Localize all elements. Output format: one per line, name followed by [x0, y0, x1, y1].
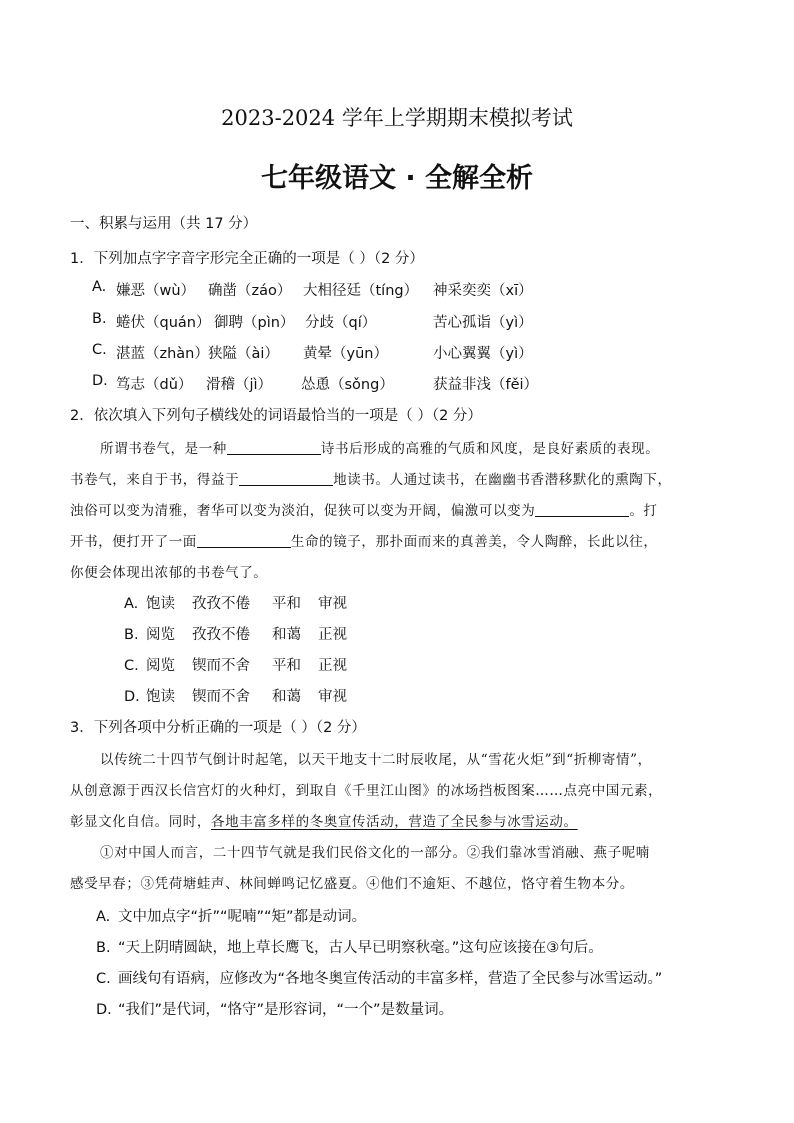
passage-text: 所谓书卷气，是一种	[100, 441, 227, 457]
option-text: “我们”是代词，“恪守”是形容词，“一个”是数量词。	[118, 1002, 454, 1018]
option-word: 平和	[272, 596, 301, 612]
option-word: 阅览	[146, 627, 175, 643]
fill-blank	[239, 471, 333, 486]
option-letter: B.	[96, 940, 111, 956]
q1-b-item: 分歧（qí）	[305, 315, 377, 331]
option-word: 和蔼	[272, 627, 301, 643]
option-letter: D.	[96, 1002, 112, 1018]
option-letter: B.	[92, 311, 107, 327]
q1-d-item: 滑稽（jì）	[206, 377, 273, 393]
q3-passage-line: 从创意源于西汉长信宫灯的火种灯，到取自《千里江山图》的冰场挡板图案……点亮中国元素，	[70, 783, 663, 799]
option-letter: B.	[124, 627, 139, 643]
option-word: 正视	[318, 627, 347, 643]
fill-blank	[227, 440, 321, 455]
option-letter: C.	[96, 971, 111, 987]
option-word: 孜孜不倦	[192, 596, 250, 612]
passage-text: 生命的镜子，那扑面而来的真善美，令人陶醉，长此以往，	[290, 534, 658, 550]
option-letter: A.	[96, 909, 111, 925]
q1-d-item: 怂恿（sǒng）	[301, 377, 394, 393]
passage-text: 浊俗可以变为清雅，奢华可以变为淡泊，促狭可以变为开阔，偏激可以变为	[70, 503, 536, 519]
option-letter: C.	[92, 342, 107, 358]
q2-option-d	[124, 685, 347, 706]
q1-a-item: 大相径廷（tíng）	[303, 283, 419, 299]
q1-b-item: 蜷伏（quán）	[116, 315, 211, 331]
option-text: “天上阴晴圆缺，地上草长鹰飞，古人早已明察秋毫。”这句应该接在③句后。	[118, 940, 603, 956]
q3-passage-line: 以传统二十四节气倒计时起笔，以天干地支十二时辰收尾，从“雪花火炬”到“折柳寄情”，	[100, 752, 652, 768]
q2-option-a	[124, 592, 347, 613]
question-3-stem: 3．下列各项中分析正确的一项是（ ）（2 分）	[70, 720, 366, 736]
passage-text: 。打	[629, 503, 658, 519]
option-word: 锲而不舍	[192, 689, 250, 705]
fill-blank	[535, 502, 629, 517]
option-letter: D.	[92, 373, 108, 389]
option-word: 审视	[318, 689, 347, 705]
passage-text: 诗书后形成的高雅的气质和风度，是良好素质的表现。	[320, 441, 660, 457]
q2-passage-line	[70, 468, 672, 488]
q2-passage-line	[70, 499, 658, 519]
option-letter: C.	[124, 658, 139, 674]
q1-option-b	[92, 311, 114, 327]
q3-passage-line: 感受早春；③凭荷塘蛙声、林间蝉鸣记忆盛夏。④他们不逾矩、不越位，恪守着生物本分。	[70, 876, 634, 892]
question-2-stem: 2．依次填入下列句子横线处的词语最恰当的一项是（ ）（2 分）	[70, 408, 482, 424]
q1-d-item: 笃志（dǔ）	[116, 377, 193, 393]
option-text: 画线句有语病，应修改为“各地冬奥宣传活动的丰富多样，营造了全民参与冰雪运动。”	[118, 971, 663, 987]
underlined-sentence: 各地丰富多样的冬奥宣传活动，营造了全民参与冰雪运动。	[211, 814, 578, 830]
q3-option-c	[96, 967, 662, 988]
q3-passage-line: ①对中国人而言，二十四节气就是我们民俗文化的一部分。②我们靠冰雪消融、燕子呢喃	[100, 845, 650, 861]
passage-text: 地读书。人通过读书，在幽幽书香潜移默化的熏陶下，	[333, 472, 672, 488]
q1-a-item: 嫌恶（wù）	[116, 283, 196, 299]
question-1-stem: 1．下列加点字字音字形完全正确的一项是（ ）（2 分）	[70, 251, 424, 267]
q1-c-item: 黄晕（yūn）	[303, 346, 388, 362]
option-word: 饱读	[146, 689, 175, 705]
q1-c-item: 小心翼翼（yì）	[433, 346, 533, 362]
option-word: 孜孜不倦	[192, 627, 250, 643]
q3-option-a	[96, 905, 366, 926]
q1-b-item: 御聘（pìn）	[214, 315, 295, 331]
q1-b-item: 苦心孤诣（yì）	[433, 315, 533, 331]
q1-c-item: 狭隘（ài）	[208, 346, 279, 362]
option-word: 审视	[318, 596, 347, 612]
q1-option-c	[92, 342, 114, 358]
q1-option-a	[92, 279, 114, 295]
q1-a-item: 确凿（záo）	[208, 283, 292, 299]
q2-option-b	[124, 623, 347, 644]
passage-text: 开书，便打开了一面	[70, 534, 197, 550]
passage-text: 彰显文化自信。同时，	[70, 814, 211, 830]
q2-passage-line	[70, 530, 658, 550]
q2-passage-line	[100, 437, 659, 457]
option-word: 和蔼	[272, 689, 301, 705]
option-word: 正视	[318, 658, 347, 674]
option-word: 饱读	[146, 596, 175, 612]
option-text: 文中加点字“折”“呢喃”“矩”都是动词。	[118, 909, 367, 925]
option-letter: A.	[92, 279, 107, 295]
section-heading: 一、积累与运用（共 17 分）	[70, 216, 258, 232]
passage-text: 书卷气，来自于书，得益于	[70, 472, 240, 488]
q1-a-item: 神采奕奕（xī）	[433, 283, 533, 299]
q1-option-d	[92, 373, 114, 389]
fill-blank	[197, 533, 291, 548]
q2-passage-line: 你便会体现出浓郁的书卷气了。	[70, 565, 268, 581]
option-word: 阅览	[146, 658, 175, 674]
q1-c-item: 湛蓝（zhàn）	[116, 346, 209, 362]
option-letter: A.	[124, 596, 139, 612]
q2-option-c	[124, 654, 347, 675]
exam-title: 2023-2024 学年上学期期末模拟考试	[221, 106, 573, 130]
q3-passage-line	[70, 810, 578, 830]
option-word: 平和	[272, 658, 301, 674]
q1-d-item: 获益非浅（fěi）	[433, 377, 539, 393]
q3-option-d	[96, 998, 453, 1019]
option-word: 锲而不舍	[192, 658, 250, 674]
q3-option-b	[96, 936, 603, 957]
option-letter: D.	[124, 689, 140, 705]
exam-subtitle: 七年级语文 · 全解全析	[260, 163, 534, 194]
